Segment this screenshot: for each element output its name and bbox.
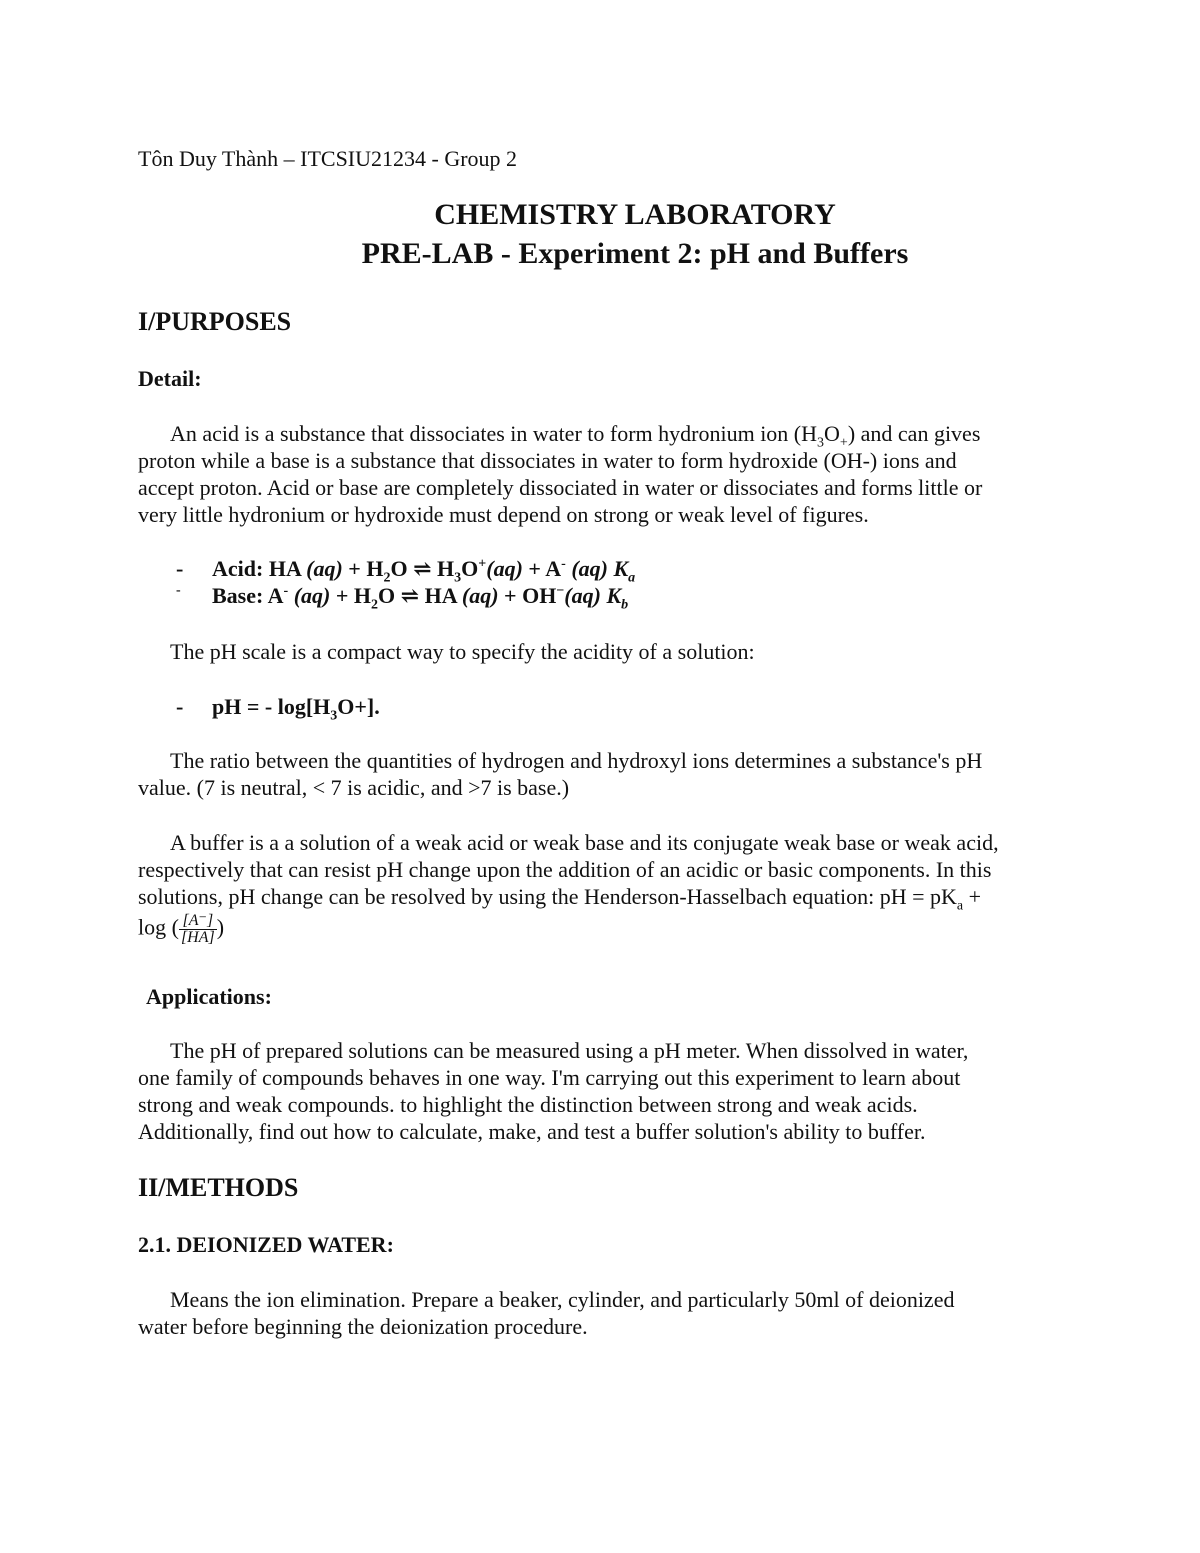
deionized-line-2: water before beginning the deionization procedure.: [138, 1314, 588, 1339]
applications-line-3: strong and weak compounds. to highlight the distinction between strong and weak acids.: [138, 1092, 918, 1117]
applications-line-4: Additionally, find out how to calculate, make, and test a buffer solution's ability to buffer.: [138, 1119, 926, 1144]
author-line: Tôn Duy Thành – ITCSIU21234 - Group 2: [138, 146, 518, 171]
ratio-line-2: value. (7 is neutral, < 7 is acidic, and >7 is base.): [138, 775, 570, 800]
applications-label: Applications:: [146, 984, 272, 1009]
buffer-line-1: A buffer is a a solution of a weak acid or weak base and its conjugate weak base or weak acid,: [170, 830, 999, 855]
base-bullet: -: [176, 583, 181, 598]
para1-line-3: accept proton. Acid or base are completely dissociated in water or dissociates and forms little or: [138, 475, 983, 500]
deionized-line-1: Means the ion elimination. Prepare a beaker, cylinder, and particularly 50ml of deionized: [170, 1287, 955, 1312]
detail-label: Detail:: [138, 366, 202, 391]
acid-equation: Acid: HA $(aq) + H_2O$ ⇌ $H_3O^+(aq) + A^-$ (aq) $K_a$: [212, 556, 636, 586]
deionized-water-heading: 2.1. DEIONIZED WATER:: [138, 1232, 394, 1257]
ratio-line-1: The ratio between the quantities of hydrogen and hydroxyl ions determines a substance's pH: [170, 748, 983, 773]
para1-line-4: very little hydronium or hydroxide must depend on strong or weak level of figures.: [138, 502, 869, 527]
hh-fraction: $\frac{[A^-]}{[HA]}$: [180, 912, 215, 946]
ph-formula-bullet: -: [176, 694, 184, 719]
acid-bullet: -: [176, 556, 184, 581]
title-line-2: PRE-LAB - Experiment 2: pH and Buffers: [361, 237, 909, 270]
para1-line-1: An acid is a substance that dissociates in water to form hydronium ion $(H_3O_+)$ and can gives: [170, 421, 981, 451]
buffer-line-2: respectively that can resist pH change upon the addition of an acidic or basic components. In this: [138, 857, 992, 882]
ph-formula: pH = - $\log[H_3O+]$.: [212, 694, 380, 724]
applications-line-1: The pH of prepared solutions can be measured using a pH meter. When dissolved in water,: [170, 1038, 969, 1063]
purposes-heading: I/PURPOSES: [138, 307, 292, 336]
title-line-1: CHEMISTRY LABORATORY: [434, 198, 836, 231]
buffer-line-4: log ( $\frac{[A^-]}{[HA]}$ ): [138, 912, 225, 946]
applications-line-2: one family of compounds behaves in one way. I'm carrying out this experiment to learn about: [138, 1065, 961, 1090]
buffer-line-3: solutions, pH change can be resolved by using the Henderson-Hasselbach equation: pH = $pK_a$ +: [138, 884, 982, 914]
para1-line-2: proton while a base is a substance that dissociates in water to form hydroxide (OH-) ions and: [138, 448, 957, 473]
methods-heading: II/METHODS: [138, 1173, 299, 1202]
ph-scale-text: The pH scale is a compact way to specify the acidity of a solution:: [170, 639, 755, 664]
base-equation: Base: A- $(aq) + H_2O$ ⇌ HA (aq) + OH−(aq) $K_b$: [212, 583, 629, 613]
